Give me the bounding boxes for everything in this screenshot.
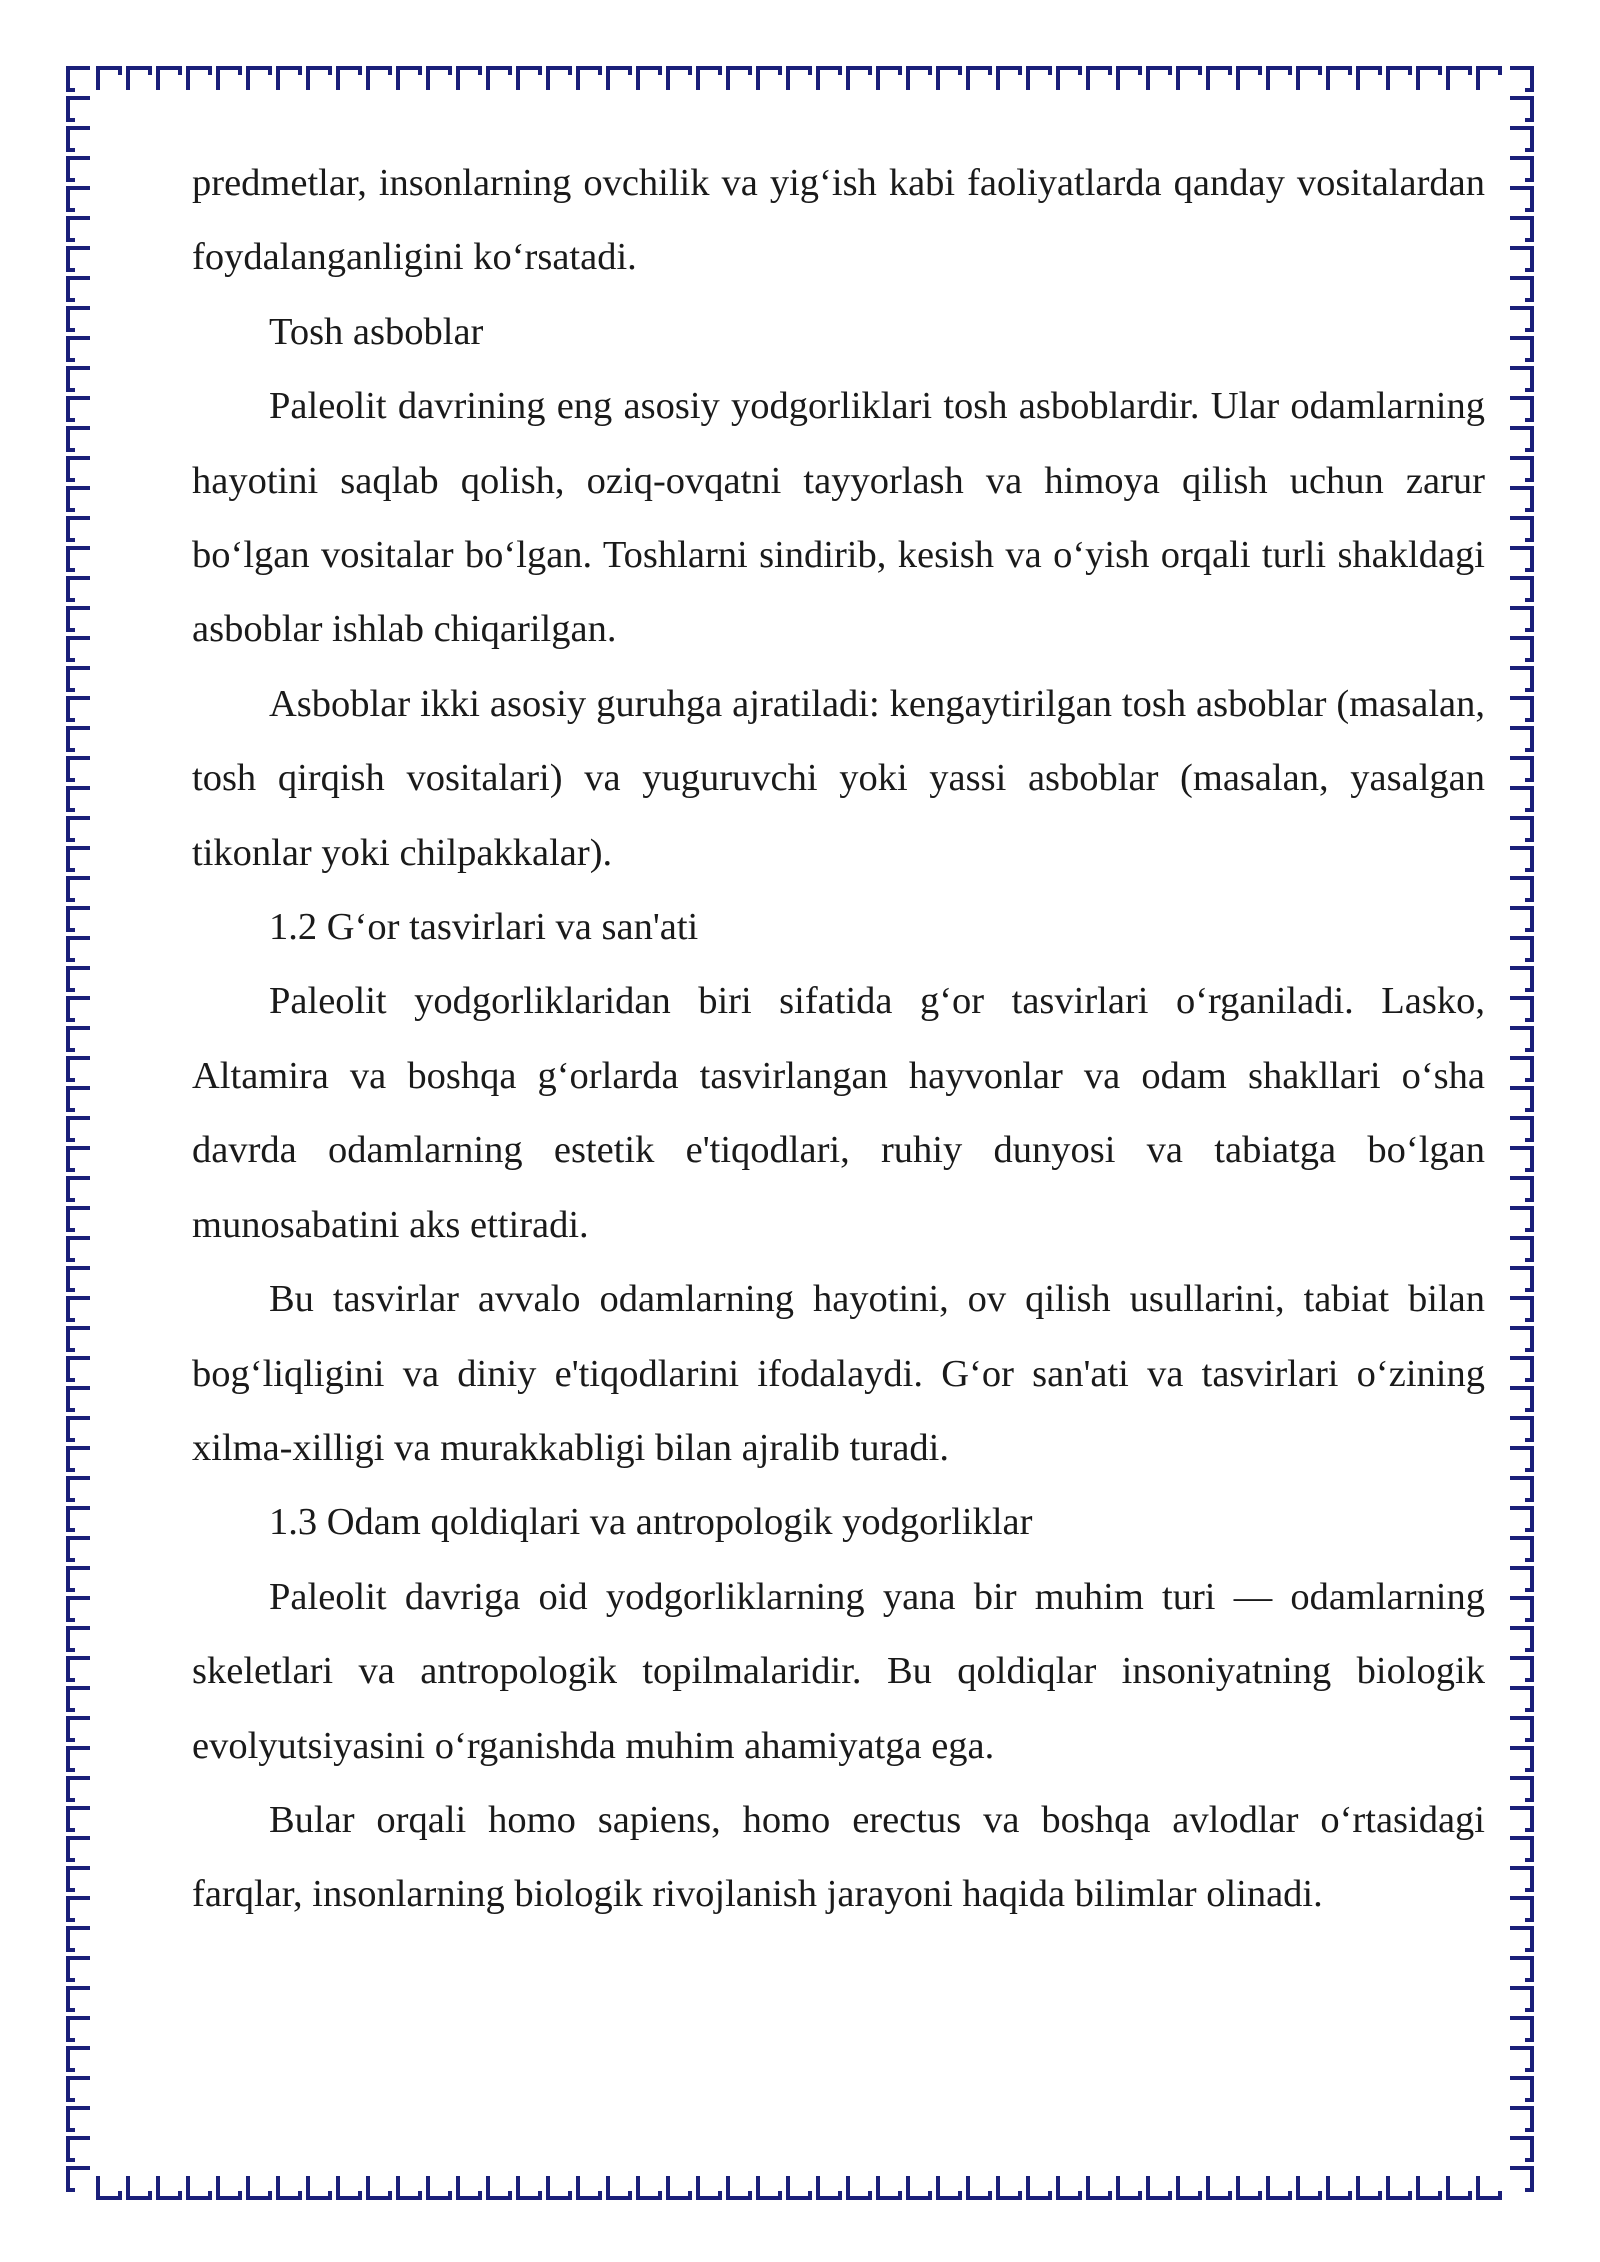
ornament-segment (1238, 68, 1260, 90)
ornament-segment (1208, 2176, 1230, 2198)
ornament-segment (368, 68, 390, 90)
ornament-segment (68, 1718, 90, 1740)
ornament-segment (68, 1148, 90, 1170)
ornament-segment (1510, 458, 1532, 480)
ornament-segment (1510, 218, 1532, 240)
ornament-segment (1510, 878, 1532, 900)
ornament-segment (1510, 1388, 1532, 1410)
ornament-segment (98, 68, 120, 90)
body-paragraph: predmetlar, insonlarning ovchilik va yig‘ish kabi faoliyatlarda qanday vositalardan foydalanganligini ko‘rsatadi. (192, 162, 1485, 279)
ornament-segment (1268, 68, 1290, 90)
ornament-segment (1510, 248, 1532, 270)
ornament-segment (608, 68, 630, 90)
body-paragraph: Asboblar ikki asosiy guruhga ajratiladi: kengaytirilgan tosh asboblar (masalan, tosh qirqish vositalari) va yuguruvchi yoki yassi asboblar (masalan, yasalgan tikonlar yoki chilpakkalar). (192, 682, 1485, 874)
ornament-segment (1510, 848, 1532, 870)
ornament-segment (1510, 1058, 1532, 1080)
ornament-segment (1510, 188, 1532, 210)
ornament-segment (68, 1778, 90, 1800)
ornament-segment (1448, 2176, 1470, 2198)
ornament-segment (1028, 68, 1050, 90)
ornament-segment (68, 308, 90, 330)
ornament-segment (68, 968, 90, 990)
ornament-segment (878, 68, 900, 90)
ornament-segment (1510, 488, 1532, 510)
ornament-segment (68, 1238, 90, 1260)
ornament-segment (68, 368, 90, 390)
ornament-segment (68, 2108, 90, 2130)
ornament-segment (398, 68, 420, 90)
ornament-segment (1510, 1628, 1532, 1650)
ornament-segment (1510, 1238, 1532, 1260)
ornament-segment (1510, 1448, 1532, 1470)
ornament-segment (1510, 1358, 1532, 1380)
ornament-segment (68, 698, 90, 720)
ornament-segment (68, 1748, 90, 1770)
ornament-segment (938, 2176, 960, 2198)
ornament-segment (1510, 1988, 1532, 2010)
ornament-segment (68, 1988, 90, 2010)
ornament-segment (68, 428, 90, 450)
ornament-segment (68, 1088, 90, 1110)
ornament-segment (308, 68, 330, 90)
ornament-segment (908, 2176, 930, 2198)
ornament-segment (818, 2176, 840, 2198)
ornament-segment (1058, 68, 1080, 90)
ornament-segment (68, 1658, 90, 1680)
ornament-segment (758, 2176, 780, 2198)
ornament-segment (1510, 1178, 1532, 1200)
ornament-segment (68, 2048, 90, 2070)
ornament-segment (68, 188, 90, 210)
ornament-segment (998, 2176, 1020, 2198)
ornament-segment (578, 68, 600, 90)
ornament-segment (68, 2138, 90, 2160)
ornament-segment (68, 1688, 90, 1710)
ornament-segment (458, 68, 480, 90)
ornament-segment (1510, 338, 1532, 360)
ornament-segment (1358, 68, 1380, 90)
ornament-segment (68, 1808, 90, 1830)
ornament-segment (518, 68, 540, 90)
ornament-segment (68, 398, 90, 420)
ornament-segment (1510, 308, 1532, 330)
ornament-segment (1510, 1958, 1532, 1980)
ornament-segment (68, 2018, 90, 2040)
ornament-segment (1510, 728, 1532, 750)
ornament-segment (938, 68, 960, 90)
ornament-segment (68, 878, 90, 900)
ornament-segment (68, 638, 90, 660)
ornament-segment (1118, 2176, 1140, 2198)
ornament-segment (1510, 938, 1532, 960)
ornament-segment (1178, 2176, 1200, 2198)
ornament-segment (698, 2176, 720, 2198)
ornament-segment (1510, 2168, 1532, 2190)
ornament-segment (1088, 2176, 1110, 2198)
ornament-segment (68, 848, 90, 870)
ornament-segment (248, 2176, 270, 2198)
ornament-segment (1088, 68, 1110, 90)
ornament-segment (1510, 68, 1532, 90)
ornament-segment (68, 68, 90, 90)
ornament-segment (68, 1418, 90, 1440)
ornament-segment (278, 2176, 300, 2198)
ornament-segment (68, 1508, 90, 1530)
ornament-segment (338, 2176, 360, 2198)
ornament-segment (1510, 788, 1532, 810)
ornament-segment (1510, 608, 1532, 630)
ornament-segment (1510, 998, 1532, 1020)
ornament-segment (1328, 2176, 1350, 2198)
ornament-segment (1510, 908, 1532, 930)
ornament-segment (1510, 1478, 1532, 1500)
ornament-segment (128, 2176, 150, 2198)
ornament-segment (1510, 2108, 1532, 2130)
ornament-segment (1510, 1568, 1532, 1590)
ornament-segment (68, 2168, 90, 2190)
ornament-segment (608, 2176, 630, 2198)
ornament-segment (1510, 368, 1532, 390)
ornament-segment (1510, 1928, 1532, 1950)
ornament-segment (728, 68, 750, 90)
ornament-segment (68, 128, 90, 150)
ornament-segment (1510, 638, 1532, 660)
ornament-segment (68, 98, 90, 120)
ornament-segment (68, 1928, 90, 1950)
ornament-segment (188, 2176, 210, 2198)
ornament-segment (68, 1358, 90, 1380)
ornament-segment (1510, 2138, 1532, 2160)
ornament-segment (1510, 1868, 1532, 1890)
ornament-segment (68, 908, 90, 930)
ornament-segment (68, 278, 90, 300)
ornament-segment (968, 68, 990, 90)
ornament-segment (338, 68, 360, 90)
body-paragraph: Bu tasvirlar avvalo odamlarning hayotini, ov qilish usullarini, tabiat bilan bog‘liqligini va diniy e'tiqodlarini ifodalaydi. G‘or san'ati va tasvirlari o‘zining xilma-xilligi va murakkabligi bilan ajralib turadi. (192, 1278, 1485, 1469)
ornament-segment (548, 2176, 570, 2198)
ornament-segment (1478, 68, 1500, 90)
ornament-segment (68, 1388, 90, 1410)
ornament-segment (68, 788, 90, 810)
ornament-segment (68, 338, 90, 360)
ornament-segment (68, 668, 90, 690)
ornament-segment (1510, 818, 1532, 840)
ornament-segment (68, 1568, 90, 1590)
ornament-segment (578, 2176, 600, 2198)
ornament-segment (218, 68, 240, 90)
border-bottom-ornament (64, 2172, 1536, 2202)
ornament-segment (1510, 1148, 1532, 1170)
ornament-segment (128, 68, 150, 90)
ornament-segment (848, 68, 870, 90)
ornament-segment (908, 68, 930, 90)
ornament-segment (1148, 68, 1170, 90)
ornament-segment (1510, 1298, 1532, 1320)
ornament-segment (68, 1898, 90, 1920)
ornament-segment (218, 2176, 240, 2198)
ornament-segment (1510, 398, 1532, 420)
ornament-segment (1238, 2176, 1260, 2198)
ornament-segment (1388, 2176, 1410, 2198)
ornament-segment (68, 1598, 90, 1620)
ornament-segment (68, 158, 90, 180)
ornament-segment (1510, 698, 1532, 720)
ornament-segment (68, 1268, 90, 1290)
ornament-segment (1510, 1718, 1532, 1740)
ornament-segment (1510, 128, 1532, 150)
ornament-segment (1448, 68, 1470, 90)
ornament-segment (1510, 2078, 1532, 2100)
ornament-segment (68, 1838, 90, 1860)
ornament-segment (188, 68, 210, 90)
ornament-segment (1510, 2018, 1532, 2040)
ornament-segment (728, 2176, 750, 2198)
ornament-segment (248, 68, 270, 90)
ornament-segment (68, 1328, 90, 1350)
ornament-segment (1510, 1028, 1532, 1050)
ornament-segment (668, 2176, 690, 2198)
ornament-segment (998, 68, 1020, 90)
body-paragraph: Bular orqali homo sapiens, homo erectus va boshqa avlodlar o‘rtasidagi farqlar, insonlarning biologik rivojlanish jarayoni haqida bilimlar olinadi. (192, 1798, 1485, 1916)
ornament-segment (788, 68, 810, 90)
ornament-segment (1510, 1748, 1532, 1770)
ornament-segment (638, 68, 660, 90)
section-heading: Tosh asboblar (269, 310, 484, 353)
ornament-segment (68, 2078, 90, 2100)
ornament-segment (878, 2176, 900, 2198)
ornament-segment (398, 2176, 420, 2198)
ornament-segment (1028, 2176, 1050, 2198)
ornament-segment (68, 218, 90, 240)
body-paragraph: Paleolit davrining eng asosiy yodgorliklari tosh asboblardir. Ular odamlarning hayotini saqlab qolish, oziq-ovqatni tayyorlash va himoya qilish uchun zarur bo‘lgan vositalar bo‘lgan. Toshlarni sindirib, kesish va o‘yish orqali turli shakldagi asboblar ishlab chiqarilgan. (192, 385, 1485, 651)
border-left-ornament (64, 64, 94, 2202)
ornament-segment (1510, 1808, 1532, 1830)
ornament-segment (1510, 578, 1532, 600)
ornament-segment (68, 1958, 90, 1980)
ornament-segment (1510, 1778, 1532, 1800)
ornament-segment (68, 1448, 90, 1470)
ornament-segment (488, 2176, 510, 2198)
ornament-segment (1268, 2176, 1290, 2198)
ornament-segment (1298, 2176, 1320, 2198)
ornament-segment (1510, 2048, 1532, 2070)
ornament-segment (68, 1628, 90, 1650)
ornament-segment (158, 2176, 180, 2198)
ornament-segment (68, 758, 90, 780)
ornament-segment (68, 518, 90, 540)
ornament-segment (1510, 1418, 1532, 1440)
ornament-segment (1510, 1088, 1532, 1110)
ornament-segment (68, 1178, 90, 1200)
ornament-segment (1510, 758, 1532, 780)
ornament-segment (1298, 68, 1320, 90)
body-paragraph: Paleolit davriga oid yodgorliklarning yana bir muhim turi — odamlarning skeletlari va antropologik topilmalaridir. Bu qoldiqlar insoniyatning biologik evolyutsiyasini o‘rganishda muhim ahamiyatga ega. (192, 1575, 1485, 1767)
ornament-segment (638, 2176, 660, 2198)
ornament-segment (1388, 68, 1410, 90)
ornament-segment (1510, 968, 1532, 990)
ornament-segment (968, 2176, 990, 2198)
ornament-segment (1510, 428, 1532, 450)
ornament-segment (68, 1028, 90, 1050)
ornament-segment (68, 1538, 90, 1560)
ornament-segment (68, 1058, 90, 1080)
ornament-segment (68, 1298, 90, 1320)
ornament-segment (68, 1118, 90, 1140)
ornament-segment (788, 2176, 810, 2198)
ornament-segment (758, 68, 780, 90)
ornament-segment (1358, 2176, 1380, 2198)
ornament-segment (1510, 1268, 1532, 1290)
ornament-segment (1510, 1688, 1532, 1710)
ornament-segment (1418, 2176, 1440, 2198)
body-paragraph: Paleolit yodgorliklaridan biri sifatida g‘or tasvirlari o‘rganiladi. Lasko, Altamira va boshqa g‘orlarda tasvirlangan hayvonlar va odam shakllari o‘sha davrda odamlarning estetik e'tiqodlari, ruhiy dunyosi va tabiatga bo‘lgan munosabatini aks ettiradi. (192, 980, 1485, 1246)
ornament-segment (68, 728, 90, 750)
ornament-segment (1510, 1208, 1532, 1230)
ornament-segment (1510, 1328, 1532, 1350)
ornament-segment (68, 248, 90, 270)
ornament-segment (68, 488, 90, 510)
ornament-segment (68, 998, 90, 1020)
section-heading: 1.2 G‘or tasvirlari va san'ati (269, 906, 699, 949)
ornament-segment (1510, 1598, 1532, 1620)
ornament-segment (68, 578, 90, 600)
ornament-segment (308, 2176, 330, 2198)
ornament-segment (668, 68, 690, 90)
ornament-segment (1058, 2176, 1080, 2198)
ornament-segment (98, 2176, 120, 2198)
ornament-segment (68, 1868, 90, 1890)
ornament-segment (68, 458, 90, 480)
ornament-segment (1510, 1898, 1532, 1920)
border-right-ornament (1506, 64, 1536, 2202)
ornament-segment (1510, 98, 1532, 120)
ornament-segment (158, 68, 180, 90)
ornament-segment (1178, 68, 1200, 90)
ornament-segment (1510, 1538, 1532, 1560)
ornament-segment (68, 818, 90, 840)
ornament-segment (1510, 668, 1532, 690)
ornament-segment (1510, 1118, 1532, 1140)
ornament-segment (848, 2176, 870, 2198)
ornament-segment (1510, 548, 1532, 570)
ornament-segment (1148, 2176, 1170, 2198)
ornament-segment (1328, 68, 1350, 90)
section-heading: 1.3 Odam qoldiqlari va antropologik yodgorliklar (269, 1501, 1033, 1544)
ornament-segment (1510, 518, 1532, 540)
ornament-segment (698, 68, 720, 90)
ornament-segment (488, 68, 510, 90)
ornament-segment (68, 608, 90, 630)
ornament-segment (548, 68, 570, 90)
ornament-segment (818, 68, 840, 90)
ornament-segment (278, 68, 300, 90)
document-body (192, 146, 1485, 1932)
ornament-segment (428, 2176, 450, 2198)
ornament-segment (1510, 1838, 1532, 1860)
ornament-segment (368, 2176, 390, 2198)
ornament-segment (1510, 1508, 1532, 1530)
ornament-segment (1418, 68, 1440, 90)
ornament-segment (68, 938, 90, 960)
ornament-segment (68, 1208, 90, 1230)
ornament-segment (458, 2176, 480, 2198)
ornament-segment (68, 1478, 90, 1500)
ornament-segment (428, 68, 450, 90)
ornament-segment (1208, 68, 1230, 90)
ornament-segment (518, 2176, 540, 2198)
ornament-segment (1478, 2176, 1500, 2198)
ornament-segment (1510, 278, 1532, 300)
border-top-ornament (64, 64, 1536, 94)
ornament-segment (1118, 68, 1140, 90)
ornament-segment (1510, 158, 1532, 180)
ornament-segment (1510, 1658, 1532, 1680)
ornament-segment (68, 548, 90, 570)
